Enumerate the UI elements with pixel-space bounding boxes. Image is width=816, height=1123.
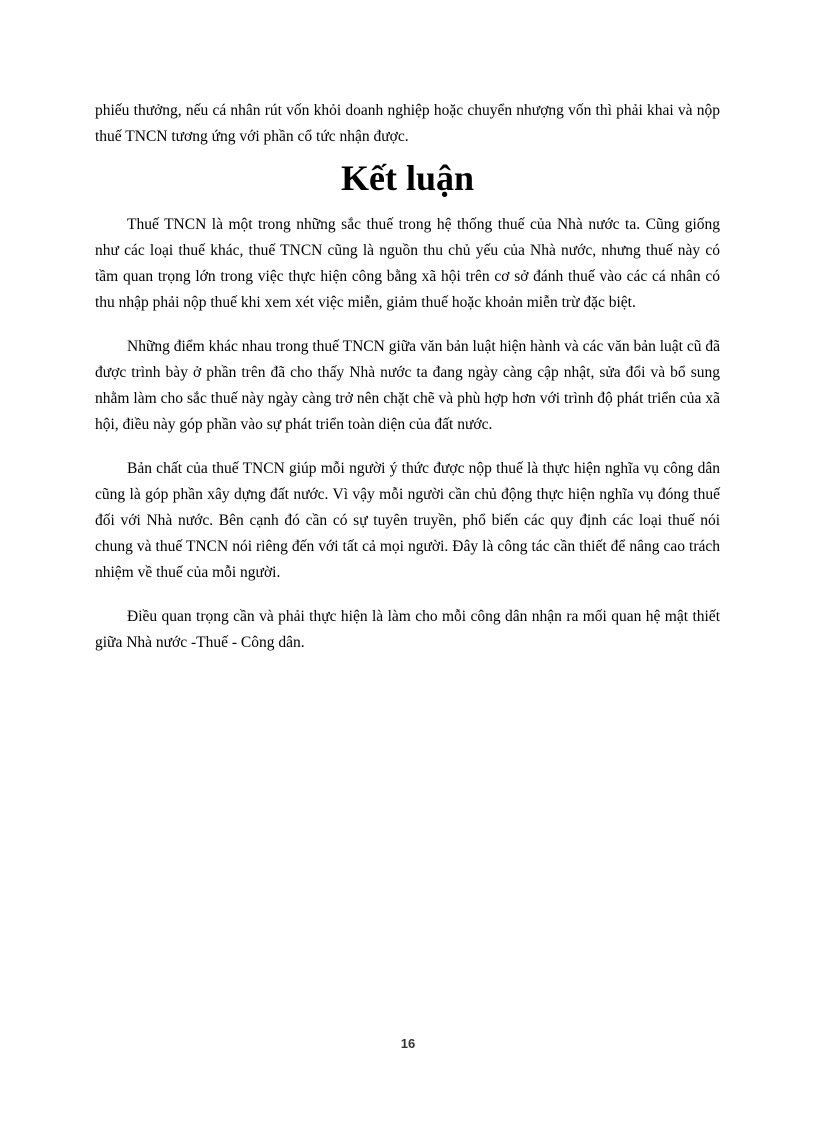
paragraph-2: Những điểm khác nhau trong thuế TNCN giữa văn bản luật hiện hành và các văn bản luật cũ đã được trình bày ở phần trên đã cho thấy Nhà nước ta đang ngày càng cập nhật, sửa đổi và bổ sung nhằm làm cho sắc thuế này ngày càng trở nên chặt chẽ và phù hợp hơn với trình độ phát triển của xã hội, điều này góp phần vào sự phát triển toàn diện của đất nước. [95, 338, 720, 433]
document-page [95, 98, 720, 656]
paragraph-1: Thuế TNCN là một trong những sắc thuế trong hệ thống thuế của Nhà nước ta. Cũng giống như các loại thuế khác, thuế TNCN cũng là nguồn thu chủ yếu của Nhà nước, nhưng thuế này có tầm quan trọng lớn trong việc thực hiện công bằng xã hội trên cơ sở đánh thuế vào các cá nhân có thu nhập phải nộp thuế khi xem xét việc miễn, giảm thuế hoặc khoản miễn trừ đặc biệt. [95, 216, 720, 311]
intro-paragraph: phiếu thưởng, nếu cá nhân rút vốn khỏi doanh nghiệp hoặc chuyển nhượng vốn thì phải khai và nộp thuế TNCN tương ứng với phần cổ tức nhận được. [95, 102, 720, 145]
page-number: 16 [400, 1036, 416, 1051]
paragraph-3: Bản chất của thuế TNCN giúp mỗi người ý thức được nộp thuế là thực hiện nghĩa vụ công dân cũng là góp phần xây dựng đất nước. Vì vậy mỗi người cần chủ động thực hiện nghĩa vụ đóng thuế đối với Nhà nước. Bên cạnh đó cần có sự tuyên truyền, phổ biến các quy định các loại thuế nói chung và thuế TNCN nói riêng đến với tất cả mọi người. Đây là công tác cần thiết để nâng cao trách nhiệm về thuế của mỗi người. [95, 460, 720, 581]
paragraph-4: Điều quan trọng cần và phải thực hiện là làm cho mỗi công dân nhận ra mối quan hệ mật thiết giữa Nhà nước -Thuế - Công dân. [95, 608, 720, 651]
section-title: Kết luận [340, 158, 474, 198]
